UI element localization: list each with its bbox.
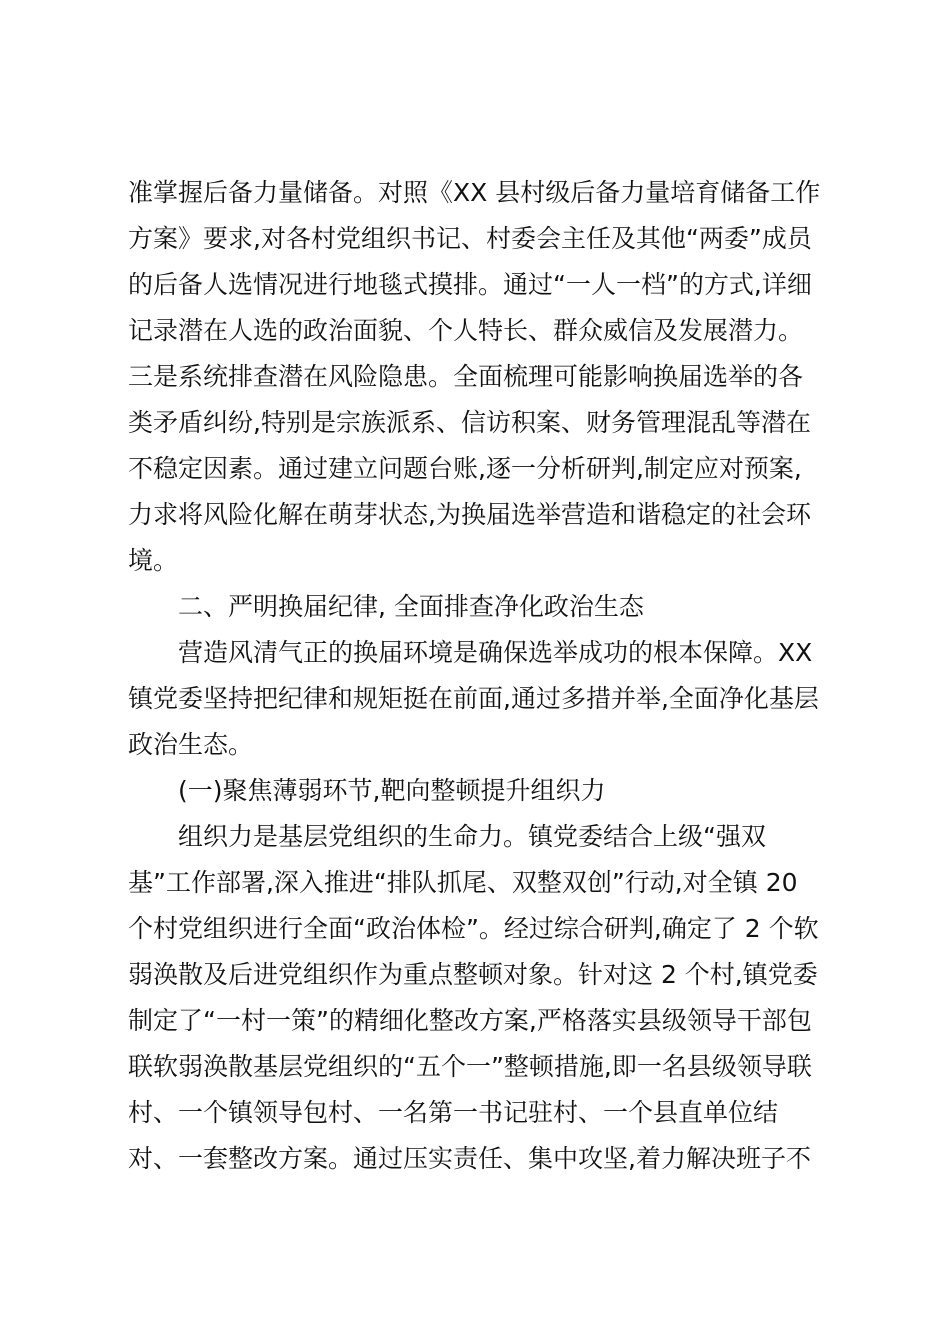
text-line: 类矛盾纠纷,特别是宗族派系、信访积案、财务管理混乱等潜在: [128, 408, 811, 437]
text-line: 境。: [128, 546, 179, 575]
text-line: 力求将风险化解在萌芽状态,为换届选举营造和谐稳定的社会环: [128, 500, 811, 529]
text-line: 制定了“一村一策”的精细化整改方案,严格落实县级领导干部包: [128, 1006, 812, 1035]
subsection-heading: (一)聚焦薄弱环节,靶向整顿提升组织力: [178, 776, 606, 805]
text-line: 弱涣散及后进党组织作为重点整顿对象。针对这 2 个村,镇党委: [128, 960, 818, 989]
text-line: 村、一个镇领导包村、一名第一书记驻村、一个县直单位结: [128, 1098, 779, 1127]
text-line: 不稳定因素。通过建立问题台账,逐一分析研判,制定应对预案,: [128, 454, 802, 483]
text-line: 政治生态。: [128, 730, 254, 759]
text-line: 镇党委坚持把纪律和规矩挺在前面,通过多措并举,全面净化基层: [128, 684, 819, 713]
text-line: 的后备人选情况进行地毯式摸排。通过“一人一档”的方式,详细: [128, 270, 812, 299]
section-heading: 二、严明换届纪律, 全面排查净化政治生态: [178, 592, 644, 621]
text-line: 准掌握后备力量储备。对照《XX 县村级后备力量培育储备工作: [128, 178, 821, 207]
text-line: 营造风清气正的换届环境是确保选举成功的根本保障。XX: [178, 638, 813, 667]
text-line: 对、一套整改方案。通过压实责任、集中攻坚,着力解决班子不: [128, 1144, 811, 1173]
text-line: 方案》要求,对各村党组织书记、村委会主任及其他“两委”成员: [128, 224, 812, 253]
text-line: 基”工作部署,深入推进“排队抓尾、双整双创”行动,对全镇 20: [128, 868, 798, 897]
text-line: 记录潜在人选的政治面貌、个人特长、群众威信及发展潜力。: [128, 316, 804, 345]
document-body: [128, 170, 828, 1182]
text-line: 三是系统排查潜在风险隐患。全面梳理可能影响换届选举的各: [128, 362, 804, 391]
text-line: 个村党组织进行全面“政治体检”。经过综合研判,确定了 2 个软: [128, 914, 819, 943]
text-line: 组织力是基层党组织的生命力。镇党委结合上级“强双: [178, 822, 766, 851]
text-line: 联软弱涣散基层党组织的“五个一”整顿措施,即一名县级领导联: [128, 1052, 812, 1081]
